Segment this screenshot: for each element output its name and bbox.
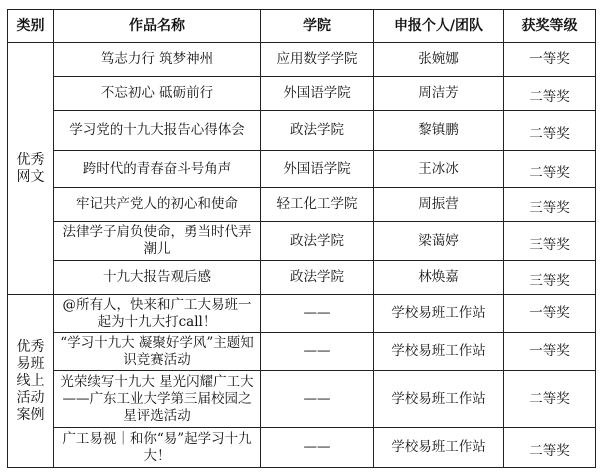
applicant-cell: 学校易班工作站: [374, 333, 504, 371]
table-row: [8, 43, 596, 77]
award-cell: 三等奖: [504, 188, 596, 222]
award-cell: 二等奖: [504, 151, 596, 188]
award-cell: 一等奖: [504, 43, 596, 77]
title-cell: 十九大报告观后感: [54, 261, 261, 295]
applicant-cell: 学校易班工作站: [374, 295, 504, 333]
table-row: [8, 222, 596, 261]
table-row: [8, 188, 596, 222]
award-cell: 三等奖: [504, 222, 596, 261]
college-cell: ——: [261, 295, 374, 333]
table-row: [8, 111, 596, 151]
college-cell: 政法学院: [261, 222, 374, 261]
college-cell: ——: [261, 428, 374, 468]
college-cell: 政法学院: [261, 261, 374, 295]
award-cell: 二等奖: [504, 428, 596, 468]
table-row: [8, 428, 596, 468]
title-cell: 学习党的十九大报告心得体会: [54, 111, 261, 151]
award-cell: 二等奖: [504, 77, 596, 111]
applicant-cell: 王冰冰: [374, 151, 504, 188]
category-cell: 优秀 网文: [8, 43, 54, 295]
awards-table: [7, 9, 596, 468]
title-cell: 光荣续写十九大 星光闪耀广工大——广东工业大学第三届校园之星评选活动: [54, 371, 261, 428]
table-row: [8, 151, 596, 188]
title-cell: 广工易视｜和你“易”起学习十九大！: [54, 428, 261, 468]
college-cell: ——: [261, 333, 374, 371]
award-cell: 三等奖: [504, 261, 596, 295]
title-cell: 法律学子肩负使命，勇当时代弄潮儿: [54, 222, 261, 261]
table-row: [8, 77, 596, 111]
header-college: 学院: [261, 10, 374, 43]
header-title: 作品名称: [54, 10, 261, 43]
header-row: [8, 10, 596, 43]
applicant-cell: 周振营: [374, 188, 504, 222]
applicant-cell: 张婉娜: [374, 43, 504, 77]
title-cell: 笃志力行 筑梦神州: [54, 43, 261, 77]
award-cell: 二等奖: [504, 371, 596, 428]
college-cell: 外国语学院: [261, 77, 374, 111]
header-category: 类别: [8, 10, 54, 43]
college-cell: 轻工化工学院: [261, 188, 374, 222]
table-row: [8, 261, 596, 295]
award-cell: 一等奖: [504, 295, 596, 333]
title-cell: 不忘初心 砥砺前行: [54, 77, 261, 111]
header-applicant: 申报个人/团队: [374, 10, 504, 43]
college-cell: ——: [261, 371, 374, 428]
category-cell: 优秀 易班 线上 活动 案例: [8, 295, 54, 468]
title-cell: @所有人，快来和广工大易班一起为十九大打call！: [54, 295, 261, 333]
college-cell: 政法学院: [261, 111, 374, 151]
table-row: [8, 333, 596, 371]
applicant-cell: 学校易班工作站: [374, 371, 504, 428]
applicant-cell: 林焕嘉: [374, 261, 504, 295]
applicant-cell: 黎镇鹏: [374, 111, 504, 151]
table-row: [8, 295, 596, 333]
college-cell: 应用数学学院: [261, 43, 374, 77]
award-cell: 一等奖: [504, 333, 596, 371]
title-cell: 牢记共产党人的初心和使命: [54, 188, 261, 222]
applicant-cell: 学校易班工作站: [374, 428, 504, 468]
award-cell: 二等奖: [504, 111, 596, 151]
title-cell: “学习十九大 凝聚好学风”主题知识竞赛活动: [54, 333, 261, 371]
title-cell: 跨时代的青春奋斗号角声: [54, 151, 261, 188]
table-row: [8, 371, 596, 428]
applicant-cell: 周洁芳: [374, 77, 504, 111]
applicant-cell: 梁蔼婷: [374, 222, 504, 261]
college-cell: 外国语学院: [261, 151, 374, 188]
header-award: 获奖等级: [504, 10, 596, 43]
